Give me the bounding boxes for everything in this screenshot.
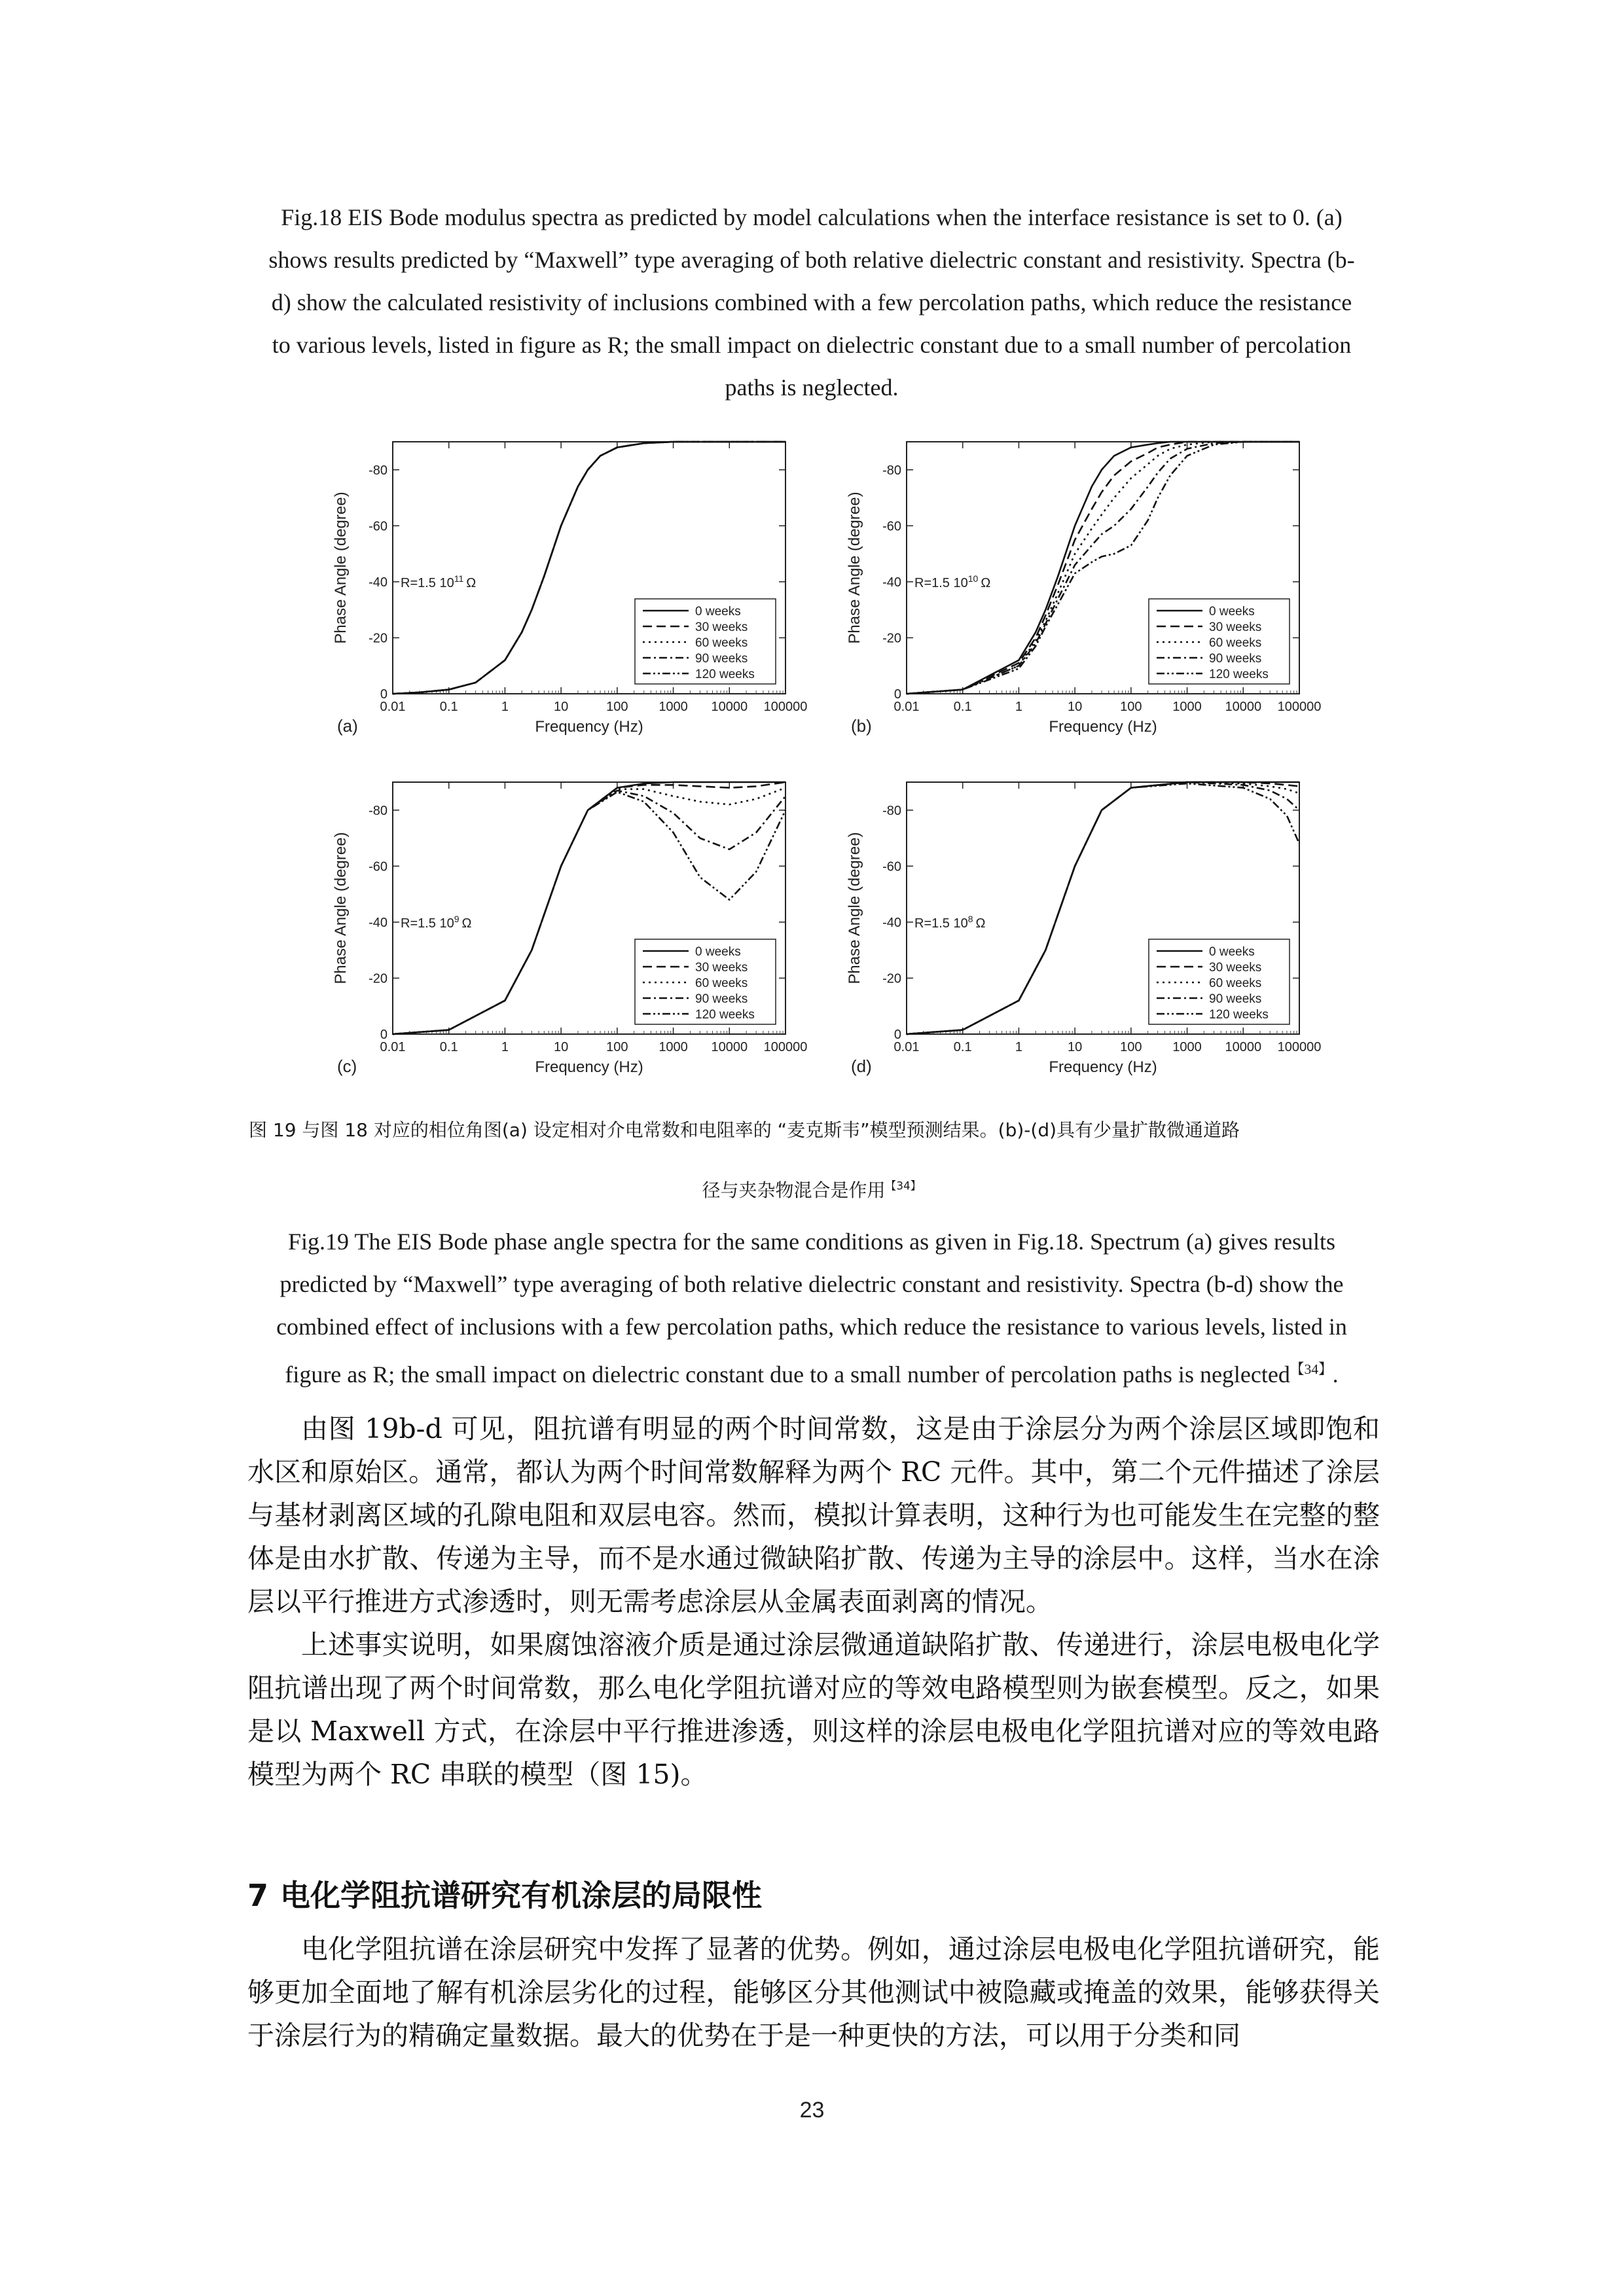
x-tick-label: 1000 <box>1172 1040 1202 1054</box>
resistance-annotation: R=1.5 $10^{11}$ Ω <box>401 573 477 590</box>
y-tick-label: -40 <box>369 915 388 930</box>
legend-label: 30 weeks <box>695 961 748 975</box>
x-tick-label: 100000 <box>763 700 808 714</box>
paragraph: 上述事实说明，如果腐蚀溶液介质是通过涂层微通道缺陷扩散、传递进行，涂层电极电化学阻抗谱出现了两个时间常数，那么电化学阻抗谱对应的等效电路模型则为嵌套模型。反之，如果是以 Maxwell 方式，在涂层中平行推进渗透，则这样的涂层电极电化学阻抗谱对应的等效电路模型为两个 RC 串联的模型（图 15)。 <box>247 1629 1380 1790</box>
resistance-exponent: 9 <box>454 913 460 924</box>
citation-ref: 【34】 <box>1290 1361 1333 1377</box>
x-tick-label: 10000 <box>711 700 748 714</box>
x-axis-label: Frequency (Hz) <box>535 718 643 736</box>
panel-label: (c) <box>337 1056 357 1076</box>
legend-label: 0 weeks <box>1209 605 1255 619</box>
legend-label: 60 weeks <box>1209 636 1262 650</box>
x-axis-label: Frequency (Hz) <box>1049 1058 1157 1076</box>
x-tick-label: 100000 <box>763 1040 808 1054</box>
x-tick-label: 0.01 <box>380 1040 406 1054</box>
x-tick-label: 10 <box>554 700 569 714</box>
page-number: 23 <box>799 2098 825 2123</box>
fig19-caption-zh-line2: 径与夹杂物混合是作用 <box>702 1179 886 1201</box>
paragraph: 电化学阻抗谱在涂层研究中发挥了显著的优势。例如，通过涂层电极电化学阻抗谱研究，能够更加全面地了解有机涂层劣化的过程，能够区分其他测试中被隐藏或掩盖的效果，能够获得关于涂层行为的精确定量数据。最大的优势在于是一种更快的方法，可以用于分类和同 <box>247 1933 1380 2051</box>
y-tick-label: -80 <box>369 463 388 478</box>
legend-label: 120 weeks <box>1209 668 1269 681</box>
legend-label: 0 weeks <box>695 945 741 959</box>
resistance-annotation: R=1.5 $10^{10}$ Ω <box>914 573 991 590</box>
x-tick-label: 1 <box>501 700 509 714</box>
x-tick-label: 0.01 <box>893 1040 920 1054</box>
legend-label: 60 weeks <box>695 636 748 650</box>
fig19-caption-en-line: combined effect of inclusions with a few percolation paths, which reduce the resistance to various levels, listed in <box>276 1314 1347 1340</box>
panel-label: (a) <box>337 716 358 736</box>
fig19-caption-en <box>242 1221 1381 1396</box>
legend-label: 90 weeks <box>695 652 748 666</box>
chart-panel-d <box>846 782 1321 1076</box>
fig19-caption-zh-line1: 图 19 与图 18 对应的相位角图(a) 设定相对介电常数和电阻率的 “麦克斯韦”模型预测结果。(b)-(d)具有少量扩散微通道路 <box>249 1119 1240 1141</box>
panel-label: (b) <box>851 716 872 736</box>
fig19-caption-zh <box>249 1116 1375 1202</box>
resistance-exponent: 8 <box>967 913 973 924</box>
legend-label: 120 weeks <box>695 1008 755 1022</box>
y-tick-label: 0 <box>893 1028 901 1042</box>
x-tick-label: 0.1 <box>953 700 972 714</box>
body-paragraphs <box>247 1407 1380 1796</box>
y-tick-label: 0 <box>893 687 901 702</box>
x-tick-label: 1000 <box>659 1040 688 1054</box>
x-tick-label: 10 <box>1068 1040 1083 1054</box>
y-tick-label: -20 <box>882 971 901 986</box>
y-tick-label: -80 <box>369 803 388 818</box>
x-tick-label: 100 <box>1120 1040 1142 1054</box>
legend-label: 90 weeks <box>1209 992 1262 1006</box>
chart-panel-b <box>846 442 1321 736</box>
fig19-caption-en-line: predicted by “Maxwell” type averaging of both relative dielectric constant and resistivity. Spectra (b-d) show the <box>280 1271 1344 1297</box>
fig19-caption-zh-line2-wrap <box>249 1176 1375 1202</box>
resistance-unit: Ω <box>461 916 472 931</box>
legend-label: 0 weeks <box>695 605 741 619</box>
resistance-annotation: R=1.5 $10^9$ Ω <box>401 913 472 931</box>
legend-label: 120 weeks <box>695 668 755 681</box>
fig18-caption <box>242 196 1381 409</box>
x-tick-label: 100000 <box>1277 1040 1322 1054</box>
x-tick-label: 0.01 <box>380 700 406 714</box>
x-tick-label: 10000 <box>1225 1040 1262 1054</box>
chart-panel-a <box>332 442 807 736</box>
x-tick-label: 1 <box>501 1040 509 1054</box>
section-title: 电化学阻抗谱研究有机涂层的局限性 <box>280 1878 763 1913</box>
x-tick-label: 1000 <box>1172 700 1202 714</box>
y-tick-label: -20 <box>369 631 388 646</box>
fig19-caption-en-line: Fig.19 The EIS Bode phase angle spectra for the same conditions as given in Fig.18. Spectrum (a) gives results <box>287 1229 1335 1255</box>
x-tick-label: 0.1 <box>439 1040 458 1054</box>
x-tick-label: 10000 <box>1225 700 1262 714</box>
x-tick-label: 0.01 <box>893 700 920 714</box>
y-tick-label: -40 <box>369 575 388 590</box>
resistance-unit: Ω <box>975 916 986 931</box>
legend-label: 90 weeks <box>1209 652 1262 666</box>
y-tick-label: -60 <box>882 859 901 874</box>
y-axis-label: Phase Angle (degree) <box>332 492 350 644</box>
fig18-caption-line: to various levels, listed in figure as R; the small impact on dielectric constant due to a small number of percolation <box>272 332 1352 358</box>
y-tick-label: -60 <box>882 519 901 534</box>
fig19-caption-en-text: figure as R; the small impact on dielectric constant due to a small number of percolation paths is neglected <box>285 1361 1290 1388</box>
paragraph: 由图 19b-d 可见，阻抗谱有明显的两个时间常数，这是由于涂层分为两个涂层区域即饱和水区和原始区。通常，都认为两个时间常数解释为两个 RC 元件。其中，第二个元件描述了涂层与基材剥离区域的孔隙电阻和双层电容。然而，模拟计算表明，这种行为也可能发生在完整的整体是由水扩散、传递为主导，而不是水通过微缺陷扩散、传递为主导的涂层中。这样，当水在涂层以平行推进方式渗透时，则无需考虑涂层从金属表面剥离的情况。 <box>247 1413 1380 1617</box>
panel-label: (d) <box>851 1056 872 1076</box>
period: . <box>1332 1361 1339 1388</box>
y-tick-label: -60 <box>369 519 388 534</box>
fig19-caption-en-last-line <box>242 1348 1381 1396</box>
fig18-caption-line: shows results predicted by “Maxwell” type averaging of both relative dielectric constant and resistivity. Spectra (b- <box>268 247 1355 273</box>
resistance-annotation: R=1.5 $10^8$ Ω <box>914 913 986 931</box>
x-tick-label: 100 <box>606 1040 628 1054</box>
x-tick-label: 10 <box>554 1040 569 1054</box>
legend-label: 60 weeks <box>1209 977 1262 990</box>
fig18-caption-line: paths is neglected. <box>725 374 899 401</box>
y-tick-label: -60 <box>369 859 388 874</box>
fig19-svg <box>314 429 1329 1109</box>
y-tick-label: -20 <box>882 631 901 646</box>
legend-label: 0 weeks <box>1209 945 1255 959</box>
resistance-exponent: 11 <box>454 573 464 584</box>
x-tick-label: 10 <box>1068 700 1083 714</box>
chart-panel-c <box>332 782 807 1076</box>
x-tick-label: 10000 <box>711 1040 748 1054</box>
x-tick-label: 0.1 <box>953 1040 972 1054</box>
x-axis-label: Frequency (Hz) <box>1049 718 1157 736</box>
x-tick-label: 1 <box>1015 700 1022 714</box>
fig19-phase-angle-figure <box>314 429 1329 1109</box>
section-body <box>247 1928 1380 2057</box>
x-axis-label: Frequency (Hz) <box>535 1058 643 1076</box>
y-tick-label: -20 <box>369 971 388 986</box>
citation-ref: 【34】 <box>885 1179 922 1193</box>
x-tick-label: 0.1 <box>439 700 458 714</box>
section-number: 7 <box>247 1878 269 1913</box>
y-axis-label: Phase Angle (degree) <box>846 492 863 644</box>
y-tick-label: 0 <box>380 687 388 702</box>
fig18-caption-line: d) show the calculated resistivity of inclusions combined with a few percolation paths, which reduce the resistance <box>271 289 1352 315</box>
legend-label: 30 weeks <box>695 620 748 634</box>
x-tick-label: 1000 <box>659 700 688 714</box>
y-axis-label: Phase Angle (degree) <box>846 832 863 984</box>
section-heading <box>247 1872 774 1915</box>
resistance-unit: Ω <box>466 575 477 590</box>
legend-label: 30 weeks <box>1209 620 1262 634</box>
x-tick-label: 100000 <box>1277 700 1322 714</box>
y-tick-label: 0 <box>380 1028 388 1042</box>
y-tick-label: -40 <box>882 575 901 590</box>
y-tick-label: -80 <box>882 463 901 478</box>
x-tick-label: 100 <box>1120 700 1142 714</box>
y-axis-label: Phase Angle (degree) <box>332 832 350 984</box>
x-tick-label: 1 <box>1015 1040 1022 1054</box>
y-tick-label: -40 <box>882 915 901 930</box>
legend-label: 30 weeks <box>1209 961 1262 975</box>
resistance-unit: Ω <box>981 575 991 590</box>
y-tick-label: -80 <box>882 803 901 818</box>
resistance-exponent: 10 <box>967 573 979 584</box>
legend-label: 60 weeks <box>695 977 748 990</box>
x-tick-label: 100 <box>606 700 628 714</box>
legend-label: 90 weeks <box>695 992 748 1006</box>
legend-label: 120 weeks <box>1209 1008 1269 1022</box>
fig18-caption-line: Fig.18 EIS Bode modulus spectra as predicted by model calculations when the interface resistance is set to 0. (a) <box>281 204 1343 230</box>
